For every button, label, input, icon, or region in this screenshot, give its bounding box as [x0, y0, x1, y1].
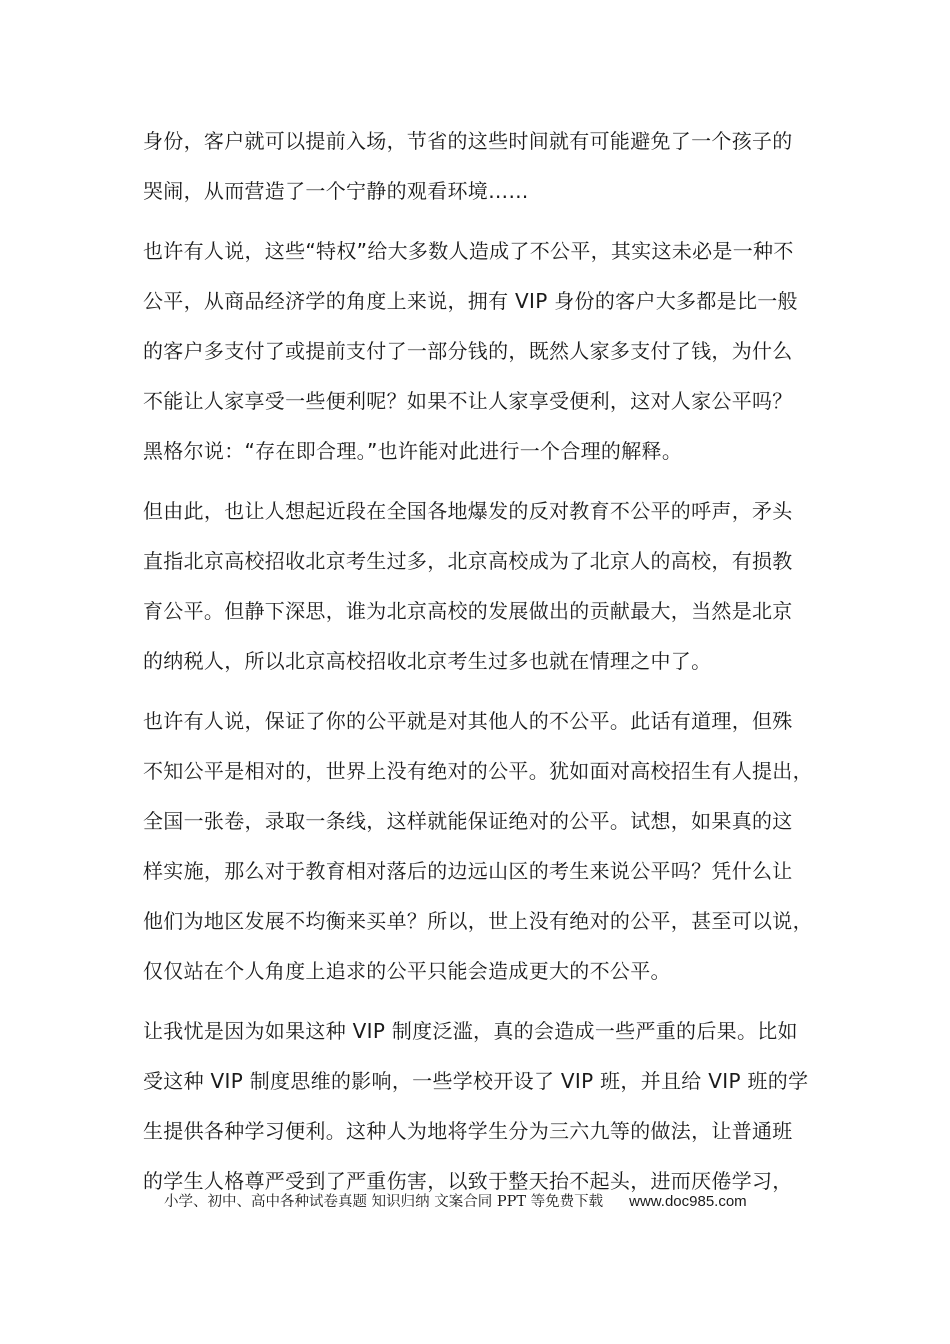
text-line: 的学生人格尊严受到了严重伤害，以致于整天抬不起头，进而厌倦学习，: [143, 1169, 793, 1193]
text-line: 育公平。但静下深思，谁为北京高校的发展做出的贡献最大，当然是北京: [143, 599, 793, 623]
paragraph: [143, 1006, 813, 1206]
text-line: 也许有人说，保证了你的公平就是对其他人的不公平。此话有道理，但殊: [143, 709, 793, 733]
text-line: 公平，从商品经济学的角度上来说，拥有 VIP 身份的客户大多都是比一般: [143, 289, 798, 313]
paragraph: [143, 116, 813, 216]
text-line: 身份，客户就可以提前入场，节省的这些时间就有可能避免了一个孩子的: [143, 129, 793, 153]
text-line: 不能让人家享受一些便利呢？如果不让人家享受便利，这对人家公平吗？: [143, 389, 793, 413]
footer-text: 小学、初中、高中各种试卷真题 知识归纳 文案合同 PPT 等免费下载: [164, 1194, 604, 1210]
text-line: 黑格尔说：“存在即合理。”也许能对此进行一个合理的解释。: [143, 439, 683, 463]
text-line: 哭闹，从而营造了一个宁静的观看环境……: [143, 179, 529, 203]
text-line: 直指北京高校招收北京考生过多，北京高校成为了北京人的高校，有损教: [143, 549, 793, 573]
paragraph: [143, 696, 813, 996]
text-line: 他们为地区发展不均衡来买单？所以，世上没有绝对的公平，甚至可以说，: [143, 909, 813, 933]
text-line: 样实施，那么对于教育相对落后的边远山区的考生来说公平吗？凭什么让: [143, 859, 793, 883]
paragraph: [143, 226, 813, 476]
text-line: 但由此，也让人想起近段在全国各地爆发的反对教育不公平的呼声，矛头: [143, 499, 793, 523]
text-line: 仅仅站在个人角度上追求的公平只能会造成更大的不公平。: [143, 959, 671, 983]
page-footer: [164, 1188, 804, 1216]
text-line: 让我忧是因为如果这种 VIP 制度泛滥，真的会造成一些严重的后果。比如: [143, 1019, 798, 1043]
text-line: 也许有人说，这些“特权”给大多数人造成了不公平，其实这未必是一种不: [143, 239, 794, 263]
text-line: 受这种 VIP 制度思维的影响，一些学校开设了 VIP 班，并且给 VIP 班的学: [143, 1069, 809, 1093]
text-line: 全国一张卷，录取一条线，这样就能保证绝对的公平。试想，如果真的这: [143, 809, 793, 833]
text-line: 的纳税人，所以北京高校招收北京考生过多也就在情理之中了。: [143, 649, 712, 673]
footer-site-link[interactable]: www.doc985.com: [629, 1193, 747, 1210]
paragraph: [143, 486, 813, 686]
text-line: 生提供各种学习便利。这种人为地将学生分为三六九等的做法，让普通班: [143, 1119, 793, 1143]
text-line: 的客户多支付了或提前支付了一部分钱的，既然人家多支付了钱，为什么: [143, 339, 793, 363]
document-body: [143, 116, 813, 1216]
text-line: 不知公平是相对的，世界上没有绝对的公平。犹如面对高校招生有人提出，: [143, 759, 813, 783]
